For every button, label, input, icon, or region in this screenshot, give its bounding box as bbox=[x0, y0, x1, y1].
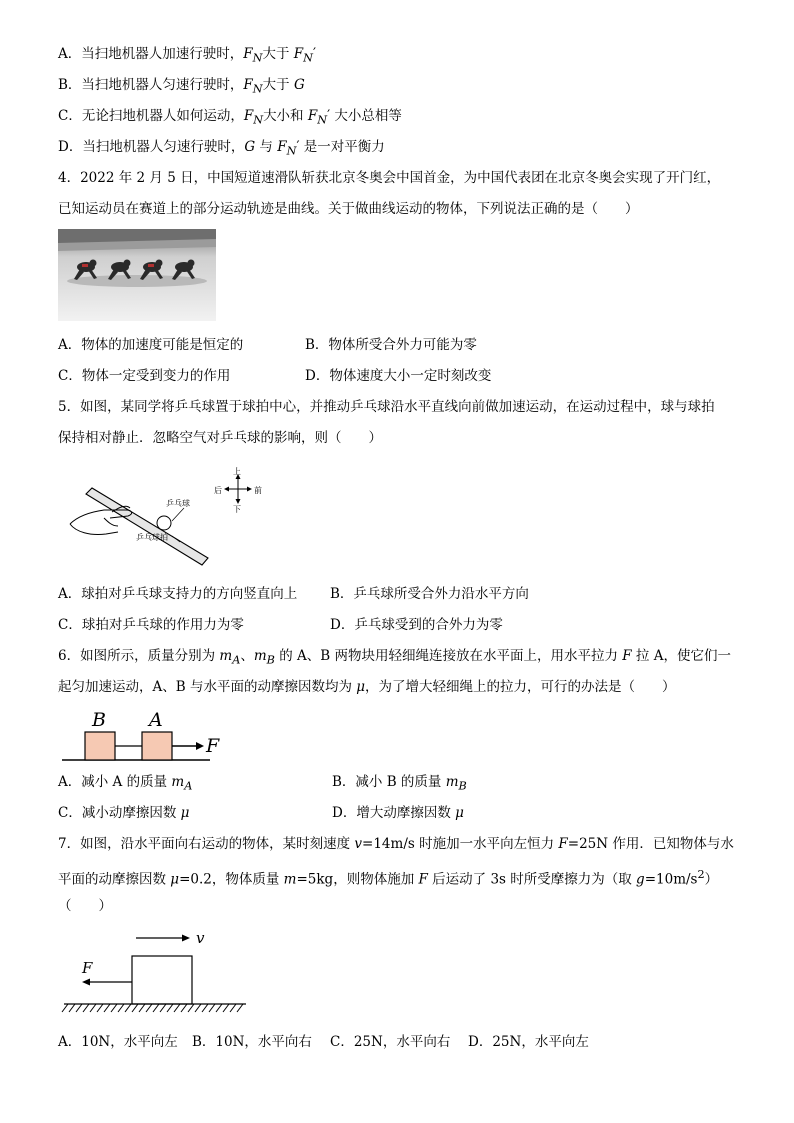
ping-pong-ball bbox=[157, 516, 171, 530]
var-g: g bbox=[636, 871, 645, 888]
var-g: G bbox=[293, 77, 305, 93]
q5-option-a: A．球拍对乒乓球支持力的方向竖直向上 bbox=[58, 586, 298, 602]
q3-option-d-tail: ′ 是一对平衡力 bbox=[296, 139, 385, 155]
q6-blocks-figure bbox=[60, 706, 230, 764]
sub-b: B bbox=[266, 653, 275, 667]
q5-option-d: D．乒乓球受到的合外力为零 bbox=[330, 617, 503, 633]
prime-mark: ′ bbox=[312, 46, 317, 62]
label-v: v bbox=[196, 929, 205, 947]
sub-n: N bbox=[252, 82, 263, 96]
var-mu: μ bbox=[356, 679, 366, 695]
ground-hatch bbox=[76, 1004, 82, 1012]
q6-option-c bbox=[58, 803, 189, 823]
q7-text: ） bbox=[704, 871, 719, 888]
q3-option-c-tail: ′ 大小总相等 bbox=[327, 108, 402, 124]
ground-hatch bbox=[111, 1004, 117, 1012]
ground-hatch bbox=[104, 1004, 110, 1012]
q3-option-c-text: C．无论扫地机器人如何运动， bbox=[58, 108, 244, 124]
sub-n: N bbox=[253, 113, 264, 127]
superscript-2: 2 bbox=[697, 868, 705, 881]
q7-stem-line1 bbox=[58, 834, 734, 854]
q5-stem-line1: 5．如图，某同学将乒乓球置于球拍中心，并推动乒乓球沿水平直线向前做加速运动，在运动过程中，球与球拍 bbox=[58, 399, 715, 415]
var-f: F bbox=[418, 871, 428, 888]
label-f: F bbox=[206, 735, 220, 757]
ground-hatch bbox=[216, 1004, 222, 1012]
ground-hatch bbox=[237, 1004, 243, 1012]
sub-n: N bbox=[317, 113, 328, 127]
label-b: B bbox=[92, 709, 106, 731]
q3-option-c bbox=[58, 106, 402, 131]
ground-hatch bbox=[153, 1004, 159, 1012]
ground-hatch bbox=[69, 1004, 75, 1012]
var-f: F bbox=[622, 648, 632, 664]
sub-n: N bbox=[286, 144, 297, 158]
sub-b: B bbox=[458, 779, 467, 793]
ground-hatch bbox=[174, 1004, 180, 1012]
q7-block-figure bbox=[60, 926, 254, 1018]
ground-hatch bbox=[132, 1004, 138, 1012]
q4-option-d: D．物体速度大小一定时刻改变 bbox=[305, 368, 492, 384]
q4-option-b: B．物体所受合外力可能为零 bbox=[305, 337, 477, 353]
block-a bbox=[142, 732, 172, 760]
q4-skaters-photo bbox=[58, 229, 216, 321]
q7-option-d: D．25N，水平向左 bbox=[468, 1034, 589, 1050]
q7-text: 后运动了 3s 时所受摩擦力为（取 bbox=[427, 871, 637, 888]
q6-option-d-text: D．增大动摩擦因数 bbox=[332, 805, 456, 821]
q4-stem-line1: 4．2022 年 2 月 5 日，中国短道速滑队斩获北京冬奥会中国首金，为中国代表团在北京冬奥会实现了开门红， bbox=[58, 170, 721, 186]
q5-option-c: C．球拍对乒乓球的作用力为零 bbox=[58, 617, 244, 633]
q6-option-a bbox=[58, 772, 192, 797]
q6-text: 起匀加速运动，A、B 与水平面的动摩擦因数均为 bbox=[58, 679, 357, 695]
ground-hatch bbox=[139, 1004, 145, 1012]
ground-hatch bbox=[195, 1004, 201, 1012]
q6-stem-line2 bbox=[58, 677, 676, 697]
q3-option-a-mid: 大于 bbox=[262, 46, 294, 62]
q4-option-a: A．物体的加速度可能是恒定的 bbox=[58, 337, 244, 353]
ground-hatch bbox=[146, 1004, 152, 1012]
var-mu: μ bbox=[455, 805, 464, 821]
q3-option-d-text: D．当扫地机器人匀速行驶时， bbox=[58, 139, 245, 155]
var-mu: μ bbox=[170, 871, 180, 888]
q7-answer-blank: （ ） bbox=[58, 898, 112, 914]
q4-option-c: C．物体一定受到变力的作用 bbox=[58, 368, 231, 384]
q6-text: ，为了增大轻细绳上的拉力，可行的办法是（ ） bbox=[365, 679, 676, 695]
q7-text: =14m/s 时施加一水平向左恒力 bbox=[362, 836, 559, 852]
ground-hatch bbox=[167, 1004, 173, 1012]
ground-hatch bbox=[160, 1004, 166, 1012]
q3-option-a bbox=[58, 44, 316, 69]
q7-option-b: B．10N，水平向右 bbox=[192, 1034, 312, 1050]
q6-text: 的 A、B 两物块用轻细绳连接放在水平面上，用水平拉力 bbox=[274, 648, 623, 664]
ground-hatch bbox=[90, 1004, 96, 1012]
q6-option-b-text: B．减小 B 的质量 bbox=[332, 774, 446, 790]
q3-option-c-mid: 大小和 bbox=[263, 108, 308, 124]
q3-option-b bbox=[58, 75, 305, 100]
ground-hatch bbox=[202, 1004, 208, 1012]
q6-stem-line1 bbox=[58, 646, 731, 671]
paddle-label: 乒乓球拍 bbox=[136, 533, 168, 542]
var-m: m bbox=[283, 871, 297, 888]
var-g: G bbox=[244, 139, 256, 155]
q7-option-a: A．10N，水平向左 bbox=[58, 1034, 178, 1050]
var-mu: μ bbox=[180, 805, 190, 821]
ground-hatch bbox=[230, 1004, 236, 1012]
q7-text: =25N 作用．已知物体与水 bbox=[567, 836, 734, 852]
q7-text: =5kg，则物体施加 bbox=[296, 871, 419, 888]
var-m: m bbox=[219, 648, 233, 664]
var-v: v bbox=[354, 836, 363, 852]
ground-hatch bbox=[97, 1004, 103, 1012]
block bbox=[132, 956, 192, 1004]
q5-stem-line2: 保持相对静止．忽略空气对乒乓球的影响，则（ ） bbox=[58, 430, 382, 446]
dir-back-label: 后 bbox=[214, 486, 222, 495]
ground-hatch bbox=[181, 1004, 187, 1012]
sub-a: A bbox=[232, 653, 241, 667]
q3-option-d-mid: 与 bbox=[255, 139, 278, 155]
var-f: F bbox=[293, 46, 304, 62]
label-a: A bbox=[149, 709, 163, 731]
ground-hatch bbox=[188, 1004, 194, 1012]
q6-text: 拉 A，使它们一 bbox=[631, 648, 731, 664]
q6-option-c-text: C．减小动摩擦因数 bbox=[58, 805, 181, 821]
q7-text: 平面的动摩擦因数 bbox=[58, 871, 171, 888]
sub-n: N bbox=[303, 51, 313, 65]
var-m: m bbox=[253, 648, 267, 664]
ground-hatch bbox=[223, 1004, 229, 1012]
q7-stem-line2 bbox=[58, 865, 718, 890]
q7-text: =10m/s bbox=[644, 871, 698, 888]
q3-option-b-mid: 大于 bbox=[262, 77, 294, 93]
ground-hatch bbox=[62, 1004, 68, 1012]
var-f: F bbox=[243, 77, 253, 93]
var-f: F bbox=[307, 108, 318, 124]
var-m: m bbox=[445, 774, 459, 790]
q5-paddle-figure bbox=[60, 466, 270, 578]
var-m: m bbox=[171, 774, 185, 790]
ground-hatch bbox=[118, 1004, 124, 1012]
q3-option-a-text: A．当扫地机器人加速行驶时， bbox=[58, 46, 244, 62]
sub-n: N bbox=[252, 51, 263, 65]
direction-indicator bbox=[226, 476, 250, 502]
var-f: F bbox=[243, 46, 253, 62]
label-f: F bbox=[82, 959, 93, 977]
dir-front-label: 前 bbox=[254, 486, 262, 495]
q5-option-b: B．乒乓球所受合外力沿水平方向 bbox=[330, 586, 529, 602]
q7-option-c: C．25N，水平向右 bbox=[330, 1034, 451, 1050]
ground-hatch bbox=[125, 1004, 131, 1012]
ball-label: 乒乓球 bbox=[166, 499, 190, 508]
var-f: F bbox=[277, 139, 287, 155]
sub-a: A bbox=[184, 779, 193, 793]
var-f: F bbox=[243, 108, 254, 124]
separator: 、 bbox=[240, 648, 254, 664]
q3-option-d bbox=[58, 137, 385, 162]
block-b bbox=[85, 732, 115, 760]
q6-option-b bbox=[332, 772, 467, 797]
q6-option-a-text: A．减小 A 的质量 bbox=[58, 774, 172, 790]
q3-option-b-text: B．当扫地机器人匀速行驶时， bbox=[58, 77, 244, 93]
q6-text: 6．如图所示，质量分别为 bbox=[58, 648, 220, 664]
q7-text: 7．如图，沿水平面向右运动的物体，某时刻速度 bbox=[58, 836, 355, 852]
dir-down-label: 下 bbox=[233, 505, 241, 514]
q7-text: =0.2，物体质量 bbox=[179, 871, 284, 888]
ground-hatch bbox=[83, 1004, 89, 1012]
ground-hatch bbox=[209, 1004, 215, 1012]
q6-option-d bbox=[332, 803, 464, 823]
dir-up-label: 上 bbox=[233, 467, 241, 476]
var-f: F bbox=[558, 836, 568, 852]
q4-stem-line2: 已知运动员在赛道上的部分运动轨迹是曲线。关于做曲线运动的物体，下列说法正确的是（ ） bbox=[58, 201, 639, 217]
